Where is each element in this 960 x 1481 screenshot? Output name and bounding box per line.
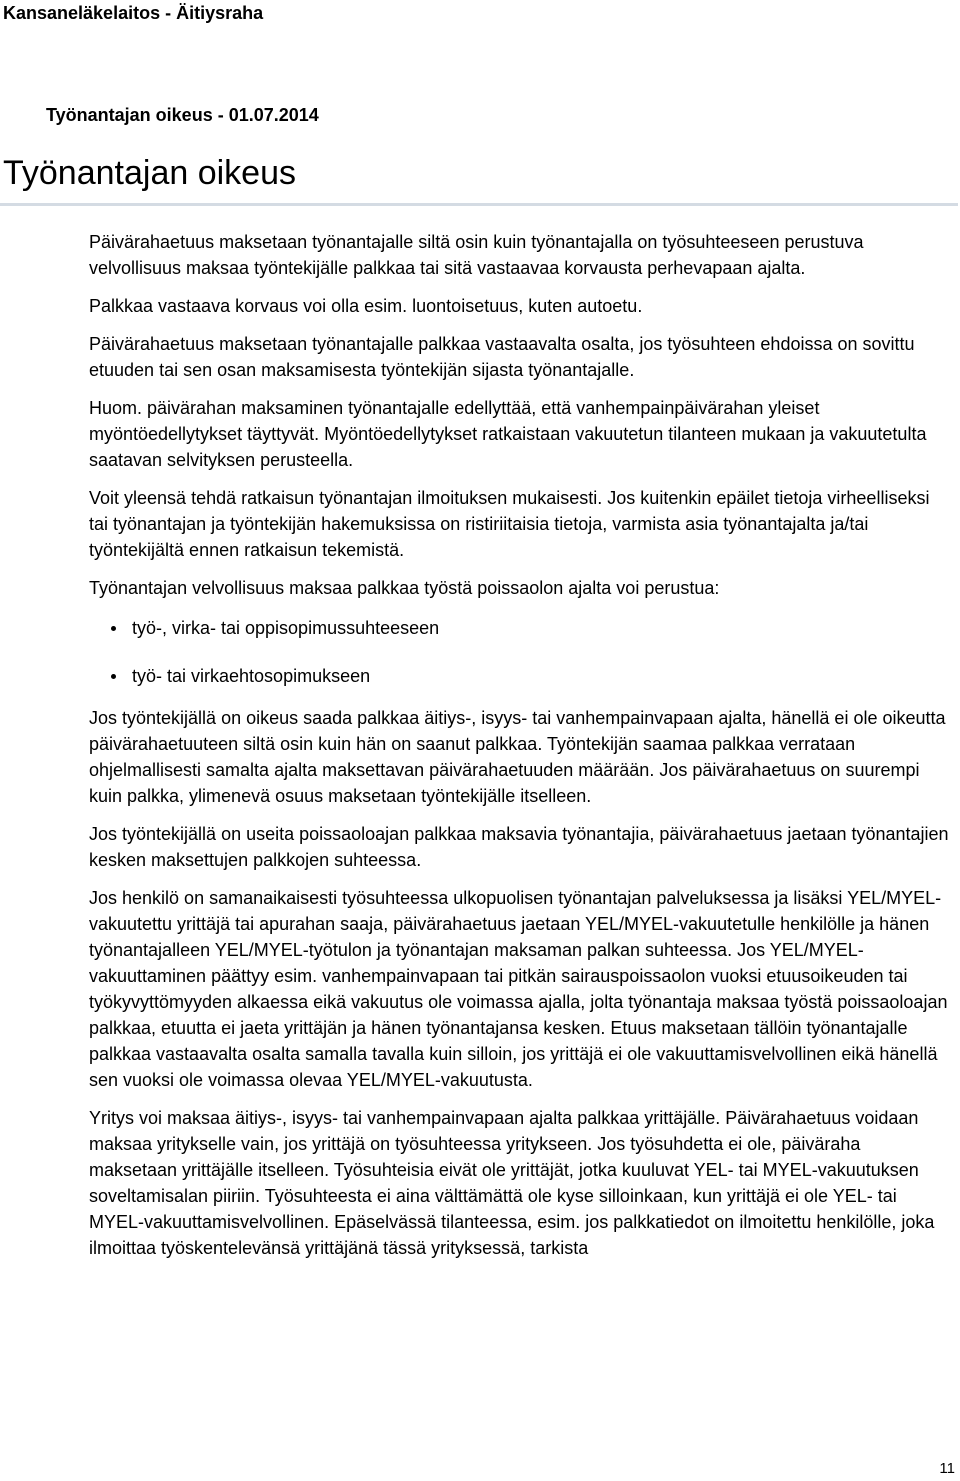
title-divider [0,203,958,206]
paragraph: Yritys voi maksaa äitiys-, isyys- tai vanhempainvapaan ajalta palkkaa yrittäjälle. Päivärahaetuus voidaan maksaa yritykselle vain, jos yrittäjä on työsuhteessa yritykseen. Jos työsuhdetta ei ole, päiväraha maksetaan yrittäjälle itselleen. Työsuhteisia eivät ole yrittäjät, jotka kuuluvat YEL- tai MYEL-vakuutuksen soveltamisalan piiriin. Työsuhteesta ei aina välttämättä ole kyse silloinkaan, kun yrittäjä ei ole YEL- tai MYEL-vakuuttamisvelvollinen. Epäselvässä tilanteessa, esim. jos palkkatiedot on ilmoitettu henkilölle, joka ilmoittaa työskentelevänsä yrittäjänä tässä yrityksessä, tarkista [89,1108,935,1258]
paragraph: Jos työntekijällä on useita poissaoloajan palkkaa maksavia työnantajia, päivärahaetuus jaetaan työnantajien kesken maksettujen palkkojen suhteessa. [89,824,949,870]
list-item-text: työ- tai virkaehtosopimukseen [132,666,371,686]
section-subtitle: Työnantajan oikeus - 01.07.2014 [46,105,319,125]
paragraph: Palkkaa vastaava korvaus voi olla esim. luontoisetuus, kuten autoetu. [89,296,643,316]
page-number: 11 [939,1460,955,1477]
list-item [89,663,949,689]
document-body [89,229,949,1273]
list-item-text: työ-, virka- tai oppisopimussuhteeseen [132,618,440,638]
bullet-icon [111,674,116,679]
paragraph: Jos työntekijällä on oikeus saada palkkaa äitiys-, isyys- tai vanhempainvapaan ajalta, hänellä ei ole oikeutta päivärahaetuuteen siltä osin kuin hän on saanut palkkaa. Työntekijän saamaa palkkaa verrataan ohjelmallisesti samalta ajalta maksettavan päivärahaetuuden määrään. Jos päivärahaetuus on suurempi kuin palkka, ylimenevä osuus maksetaan työntekijälle itselleen. [89,708,946,806]
bullet-icon [111,626,116,631]
page-title: Työnantajan oikeus [3,154,296,192]
list-item [89,615,949,641]
paragraph: Voit yleensä tehdä ratkaisun työnantajan ilmoituksen mukaisesti. Jos kuitenkin epäilet tietoja virheelliseksi tai työnantajan ja työntekijän hakemuksissa on ristiriitaisia tietoja, varmista asia työnantajalta ja/tai työntekijältä ennen ratkaisun tekemistä. [89,488,930,560]
paragraph: Jos henkilö on samanaikaisesti työsuhteessa ulkopuolisen työnantajan palveluksessa ja lisäksi YEL/MYEL-vakuutettu yrittäjä tai apurahan saaja, päivärahaetuus jaetaan YEL/MYEL-vakuutetulle henkilölle ja hänen työnantajalleen YEL/MYEL-työtulon ja työnantajan maksaman palkan suhteessa. Jos YEL/MYEL-vakuuttaminen päättyy esim. vanhempainvapaan tai pitkän sairauspoissaolon vuoksi etuusoikeuden tai työkyvyttömyyden alkaessa eikä vakuutus ole voimassa ajalla, jolta työnantaja maksaa työstä poissaoloajan palkkaa, etuutta ei jaeta yrittäjän ja hänen työnantajansa kesken. Etuus maksetaan tällöin työnantajalle palkkaa vastaavalta osalta samalla tavalla kuin silloin, jos yrittäjä ei ole vakuuttamisvelvollinen eikä hänellä sen vuoksi ole voimassa olevaa YEL/MYEL-vakuutusta. [89,888,948,1090]
paragraph: Huom. päivärahan maksaminen työnantajalle edellyttää, että vanhempainpäivärahan yleiset myöntöedellytykset täyttyvät. Myöntöedellytykset ratkaistaan vakuutetun tilanteen mukaan ja vakuutetulta saatavan selvityksen perusteella. [89,398,927,470]
paragraph: Päivärahaetuus maksetaan työnantajalle palkkaa vastaavalta osalta, jos työsuhteen ehdoissa on sovittu etuuden tai sen osan maksamisesta työntekijän sijasta työnantajalle. [89,334,915,380]
bullet-list [89,615,949,689]
paragraph: Päivärahaetuus maksetaan työnantajalle siltä osin kuin työnantajalla on työsuhteeseen perustuva velvollisuus maksaa työntekijälle palkkaa tai sitä vastaavaa korvausta perhevapaan ajalta. [89,232,864,278]
document-header: Kansaneläkelaitos - Äitiysraha [3,3,264,23]
paragraph: Työnantajan velvollisuus maksaa palkkaa työstä poissaolon ajalta voi perustua: [89,578,720,598]
